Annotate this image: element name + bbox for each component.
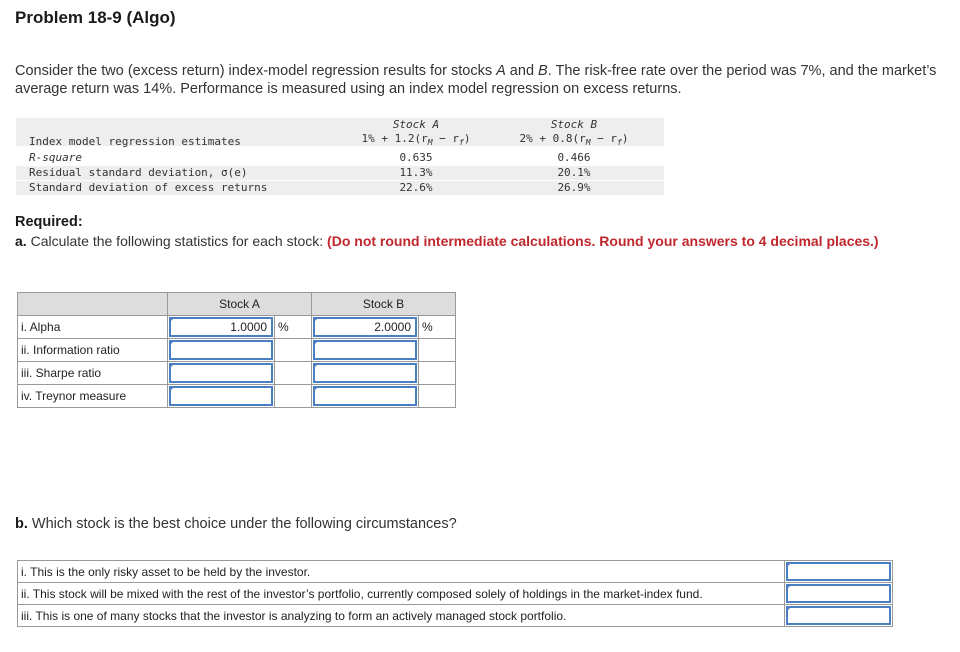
input-flag-icon: [786, 584, 792, 590]
treynor-a-input[interactable]: [169, 386, 273, 406]
info-ratio-a-input[interactable]: [169, 340, 273, 360]
table-row: i. This is the only risky asset to be held by the investor.: [18, 561, 893, 583]
choice-ii-select[interactable]: [786, 584, 891, 603]
table-row: iii. Sharpe ratio: [18, 362, 456, 385]
answer-grid-b: [17, 560, 893, 627]
alpha-b-input[interactable]: 2.0000: [313, 317, 417, 337]
choice-i-select[interactable]: [786, 562, 891, 581]
sharpe-a-input[interactable]: [169, 363, 273, 383]
page-title: Problem 18-9 (Algo): [15, 8, 176, 27]
input-flag-icon: [786, 562, 792, 568]
sharpe-b-input[interactable]: [313, 363, 417, 383]
input-flag-icon: [169, 386, 175, 392]
info-ratio-b-input[interactable]: [313, 340, 417, 360]
grid-a-corner: [18, 293, 168, 316]
table-row: i. Alpha 1.0000 % 2.0000 %: [18, 316, 456, 339]
part-b-question: b. Which stock is the best choice under the following circumstances?: [15, 516, 457, 532]
part-a-question: a. Calculate the following statistics for each stock: (Do not round intermediate calculations. Round your answers to 4 decimal places.): [15, 233, 879, 249]
required-heading: Required:: [15, 214, 83, 230]
table-row: iv. Treynor measure: [18, 385, 456, 408]
regression-header-row: [16, 118, 664, 132]
regression-row: Residual standard deviation, σ(e) 11.3% 20.1%: [16, 166, 664, 180]
input-flag-icon: [313, 363, 319, 369]
input-flag-icon: [313, 317, 319, 323]
equation-a: $1\% + 1.2(r_M - r_f)$: [361, 132, 471, 148]
table-row: iii. This is one of many stocks that the investor is analyzing to form an actively managed stock portfolio.: [18, 605, 893, 627]
grid-a-header-stock-b: Stock B: [312, 293, 456, 316]
table-row: ii. Information ratio: [18, 339, 456, 362]
regression-row: R-square 0.635 0.466: [29, 151, 591, 164]
regression-equation-row: [16, 132, 664, 146]
stock-b-header: Stock B: [550, 118, 598, 131]
input-flag-icon: [169, 317, 175, 323]
input-flag-icon: [169, 340, 175, 346]
equation-b: $2\% + 0.8(r_M - r_f)$: [519, 132, 629, 148]
problem-intro: Consider the two (excess return) index-model regression results for stocks A and B. The risk-free rate over the period was 7%, and the market’s average return was 14%. Performance is measured using an index model regression on excess returns.: [15, 63, 937, 97]
grid-a-header-stock-a: Stock A: [168, 293, 312, 316]
table-row: ii. This stock will be mixed with the rest of the investor’s portfolio, currently composed solely of holdings in the market-index fund.: [18, 583, 893, 605]
choice-iii-select[interactable]: [786, 606, 891, 625]
input-flag-icon: [169, 363, 175, 369]
answer-grid-a: [17, 292, 456, 408]
treynor-b-input[interactable]: [313, 386, 417, 406]
alpha-a-input[interactable]: 1.0000: [169, 317, 273, 337]
estimates-label: Index model regression estimates: [29, 135, 241, 148]
stock-a-header: Stock A: [392, 118, 440, 131]
input-flag-icon: [313, 386, 319, 392]
input-flag-icon: [313, 340, 319, 346]
input-flag-icon: [786, 606, 792, 612]
regression-row: Standard deviation of excess returns 22.6% 26.9%: [16, 181, 664, 195]
